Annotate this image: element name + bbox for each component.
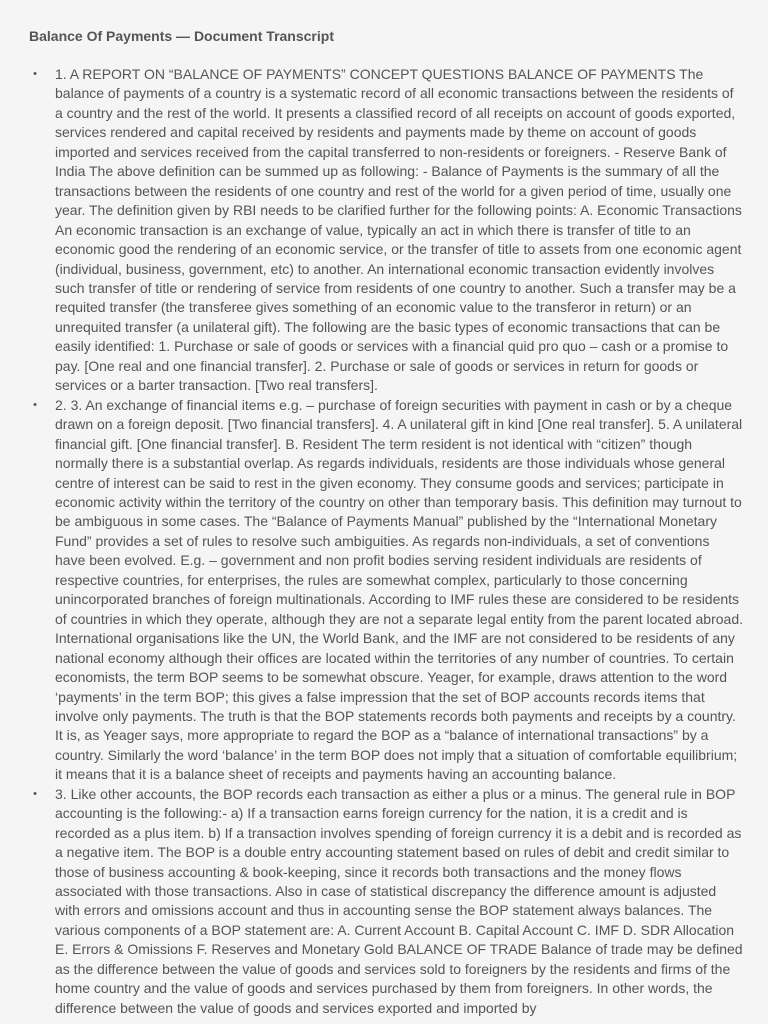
paragraph-text: 1. A REPORT ON “BALANCE OF PAYMENTS” CONCEPT QUESTIONS BALANCE OF PAYMENTS The balance of payments of a country is a systematic record of all economic transactions between the residents of a country and the rest of the world. It presents a classified record of all receipts on account of goods exported, services rendered and capital received by residents and payments made by theme on account of goods imported and services received from the capital transferred to non-residents or foreigners. - Reserve Bank of India The above definition can be summed up as following: - Balance of Payments is the summary of all the transactions between the residents of one country and rest of the world for a given period of time, usually one year. The definition given by RBI needs to be clarified further for the following points: A. Economic Transactions An economic transaction is an exchange of value, typically an act in which there is transfer of title to an economic good the rendering of an economic service, or the transfer of title to assets from one economic agent (individual, business, government, etc) to another. An international economic transaction evidently involves such transfer of title or rendering of service from residents of one country to another. Such a transfer may be a requited transfer (the transferee gives something of an economic value to the transferor in return) or an unrequited transfer (a unilateral gift). The following are the basic types of economic transactions that can be easily identified: 1. Purchase or sale of goods or services with a financial quid pro quo – cash or a promise to pay. [One real and one financial transfer]. 2. Purchase or sale of goods or services in return for goods or services or a barter transaction. [Two real transfers]. [55,66,742,394]
transcript-paragraph-3 [33,785,743,1018]
bullet-icon: • [33,398,37,411]
paragraph-text: 3. Like other accounts, the BOP records each transaction as either a plus or a minus. The general rule in BOP accounting is the following:- a) If a transaction earns foreign currency for the nation, it is a credit and is recorded as a plus item. b) If a transaction involves spending of foreign currency it is a debit and is recorded as a negative item. The BOP is a double entry accounting statement based on rules of debit and credit similar to those of business accounting & book-keeping, since it records both transactions and the money flows associated with those transactions. Also in case of statistical discrepancy the difference amount is adjusted with errors and omissions account and thus in accounting sense the BOP statement always balances. The various components of a BOP statement are: A. Current Account B. Capital Account C. IMF D. SDR Allocation E. Errors & Omissions F. Reserves and Monetary Gold BALANCE OF TRADE Balance of trade may be defined as the difference between the value of goods and services sold to foreigners by the residents and firms of the home country and the value of goods and services purchased by them from foreigners. In other words, the difference between the value of goods and services exported and imported by [55,785,743,1016]
paragraph-text: 2. 3. An exchange of financial items e.g. – purchase of foreign securities with payment in cash or by a cheque drawn on a foreign deposit. [Two financial transfers]. 4. A unilateral gift in kind [One real transfer]. 5. A unilateral financial gift. [One financial transfer]. B. Resident The term resident is not identical with “citizen” though normally there is a substantial overlap. As regards individuals, residents are those individuals whose general centre of interest can be said to rest in the given economy. They consume goods and services; participate in economic activity within the territory of the country on other than temporary basis. This definition may turnout to be ambiguous in some cases. The “Balance of Payments Manual” published by the “International Monetary Fund” provides a set of rules to resolve such ambiguities. As regards non-individuals, a set of conventions have been evolved. E.g. – government and non profit bodies serving resident individuals are residents of respective countries, for enterprises, the rules are somewhat complex, particularly to those concerning unincorporated branches of foreign multinationals. According to IMF rules these are considered to be residents of countries in which they operate, although they are not a separate legal entity from the parent located abroad. International organisations like the UN, the World Bank, and the IMF are not considered to be residents of any national economy although their offices are located within the territories of any number of countries. To certain economists, the term BOP seems to be somewhat obscure. Yeager, for example, draws attention to the word ‘payments’ in the term BOP; this gives a false impression that the set of BOP accounts records items that involve only payments. The truth is that the BOP statements records both payments and receipts by a country. It is, as Yeager says, more appropriate to regard the BOP as a “balance of international transactions” by a country. Similarly the word ‘balance’ in the term BOP does not imply that a situation of comfortable equilibrium; it means that it is a balance sheet of receipts and payments having an accounting balance. [55,396,743,783]
bullet-icon: • [33,68,37,80]
transcript-paragraph-2 [33,396,743,785]
transcript-paragraph-1 [33,65,743,396]
bullet-icon: • [33,787,37,800]
document-title: Balance Of Payments — Document Transcript [29,28,334,44]
transcript-list [33,65,743,1018]
